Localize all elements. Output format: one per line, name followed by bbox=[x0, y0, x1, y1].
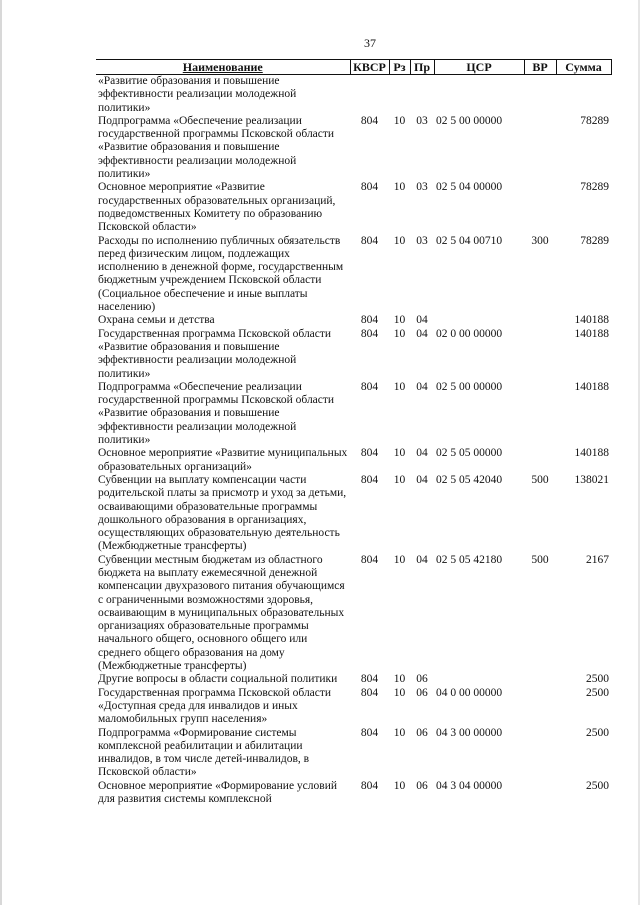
cell-vr: 500 bbox=[531, 473, 549, 486]
table-row bbox=[96, 780, 611, 807]
table-header-row bbox=[96, 60, 611, 75]
cell-kvsr: 804 bbox=[360, 234, 379, 247]
cell-rz: 10 bbox=[393, 447, 406, 460]
cell-pr: 03 bbox=[416, 234, 428, 247]
header-vr: ВР bbox=[524, 60, 556, 75]
cell-kvsr: 804 bbox=[360, 447, 379, 460]
cell-rz: 10 bbox=[393, 673, 406, 686]
cell-sum: 2500 bbox=[586, 726, 609, 739]
cell-name: Охрана семьи и детства bbox=[98, 314, 215, 327]
cell-csr bbox=[434, 673, 524, 686]
header-rz: Рз bbox=[389, 60, 410, 75]
cell-vr bbox=[524, 780, 556, 807]
cell-kvsr: 804 bbox=[360, 473, 379, 486]
cell-name: Расходы по исполнению публичных обязательств перед физическим лицом, подлежащих исполнению в денежной форме, государственным бюджетным учреждением Псковской области (Социальное обеспечение и иные выплаты населению) bbox=[98, 234, 344, 314]
table-body bbox=[96, 75, 611, 807]
cell-kvsr bbox=[350, 75, 389, 115]
table-row bbox=[96, 381, 611, 447]
cell-name: Другие вопросы в области социальной политики bbox=[98, 673, 338, 686]
cell-pr: 04 bbox=[416, 447, 428, 460]
table-row bbox=[96, 727, 611, 780]
cell-vr bbox=[524, 314, 556, 327]
cell-kvsr: 804 bbox=[360, 181, 379, 194]
cell-name: «Развитие образования и повышение эффективности реализации молодежной политики» bbox=[98, 75, 297, 114]
cell-rz bbox=[389, 75, 410, 115]
cell-kvsr: 804 bbox=[360, 673, 379, 686]
table-row bbox=[96, 181, 611, 234]
cell-csr: 02 5 00 00000 bbox=[436, 380, 503, 393]
cell-sum: 138021 bbox=[574, 473, 609, 486]
cell-pr: 04 bbox=[416, 327, 428, 340]
cell-csr: 02 5 04 00710 bbox=[436, 234, 503, 247]
cell-rz: 10 bbox=[393, 234, 406, 247]
cell-name: Государственная программа Псковской области «Развитие образования и повышение эффективности реализации молодежной политики» bbox=[98, 327, 332, 380]
cell-sum: 140188 bbox=[574, 447, 609, 460]
cell-csr: 02 5 04 00000 bbox=[436, 181, 503, 194]
cell-pr: 06 bbox=[416, 726, 428, 739]
scan-left-edge bbox=[0, 0, 2, 905]
table-row bbox=[96, 314, 611, 327]
cell-csr bbox=[434, 75, 524, 115]
cell-vr bbox=[524, 181, 556, 234]
cell-csr: 04 3 00 00000 bbox=[436, 726, 503, 739]
cell-name: Субвенции местным бюджетам из областного бюджета на выплату ежемесячной денежной компенсации двухразового питания обучающимся с ограниченными возможностями здоровья, осваивающим в муниципальных образовательных организациях образовательные программы начального общего, основного общего или среднего общего образования на дому (Межбюджетные трансферты) bbox=[98, 553, 345, 673]
cell-rz: 10 bbox=[393, 327, 406, 340]
cell-pr: 03 bbox=[416, 114, 428, 127]
cell-kvsr: 804 bbox=[360, 327, 379, 340]
cell-csr: 02 5 05 42040 bbox=[436, 473, 503, 486]
cell-vr bbox=[524, 687, 556, 727]
cell-name: Субвенции на выплату компенсации части родительской платы за присмотр и уход за детьми, осваивающими образовательные программы дошкольного образования в организациях, осуществляющих образовательную деятельность (Межбюджетные трансферты) bbox=[98, 473, 347, 553]
cell-sum: 2167 bbox=[586, 553, 609, 566]
cell-pr: 06 bbox=[416, 686, 428, 699]
page-number: 37 bbox=[364, 36, 376, 50]
cell-pr bbox=[410, 75, 434, 115]
cell-vr bbox=[524, 75, 556, 115]
table-row bbox=[96, 447, 611, 474]
table-row bbox=[96, 235, 611, 315]
cell-sum bbox=[556, 75, 611, 115]
cell-vr bbox=[524, 673, 556, 686]
cell-rz: 10 bbox=[393, 314, 406, 327]
table-row bbox=[96, 687, 611, 727]
cell-name: Государственная программа Псковской области «Доступная среда для инвалидов и иных маломобильных групп населения» bbox=[98, 686, 332, 726]
cell-rz: 10 bbox=[393, 181, 406, 194]
cell-name: Подпрограмма «Обеспечение реализации государственной программы Псковской области «Развитие образования и повышение эффективности реализации молодежной политики» bbox=[98, 380, 335, 447]
cell-sum: 140188 bbox=[574, 380, 609, 393]
cell-sum: 78289 bbox=[580, 181, 609, 194]
cell-pr: 06 bbox=[416, 779, 428, 792]
budget-table bbox=[96, 59, 612, 806]
table-row bbox=[96, 115, 611, 181]
cell-kvsr: 804 bbox=[360, 314, 379, 327]
cell-name: Основное мероприятие «Развитие муниципальных образовательных организаций» bbox=[98, 447, 348, 473]
cell-sum: 78289 bbox=[580, 114, 609, 127]
header-name: Наименование bbox=[96, 60, 350, 75]
cell-csr: 04 3 04 00000 bbox=[436, 779, 503, 792]
table-row bbox=[96, 328, 611, 381]
cell-rz: 10 bbox=[393, 553, 406, 566]
table-row bbox=[96, 474, 611, 554]
cell-sum: 140188 bbox=[574, 327, 609, 340]
cell-rz: 10 bbox=[393, 380, 406, 393]
table-row bbox=[96, 75, 611, 115]
cell-csr bbox=[434, 314, 524, 327]
header-pr: Пр bbox=[410, 60, 434, 75]
cell-vr: 300 bbox=[531, 234, 549, 247]
cell-kvsr: 804 bbox=[360, 114, 379, 127]
cell-rz: 10 bbox=[393, 686, 406, 699]
cell-kvsr: 804 bbox=[360, 726, 379, 739]
header-csr: ЦСР bbox=[434, 60, 524, 75]
cell-vr bbox=[524, 727, 556, 780]
cell-sum: 140188 bbox=[574, 314, 609, 327]
header-kvsr: КВСР bbox=[350, 60, 389, 75]
table-row bbox=[96, 554, 611, 674]
cell-name: Подпрограмма «Обеспечение реализации государственной программы Псковской области «Развитие образования и повышение эффективности реализации молодежной политики» bbox=[98, 114, 335, 181]
cell-vr bbox=[524, 447, 556, 474]
cell-pr: 04 bbox=[416, 553, 428, 566]
cell-csr: 04 0 00 00000 bbox=[436, 686, 503, 699]
cell-csr: 02 5 05 42180 bbox=[436, 553, 503, 566]
cell-name: Подпрограмма «Формирование системы комплексной реабилитации и абилитации инвалидов, в том числе детей-инвалидов, в Псковской области» bbox=[98, 726, 310, 779]
table-row bbox=[96, 673, 611, 686]
cell-pr: 06 bbox=[416, 673, 428, 686]
cell-sum: 2500 bbox=[586, 779, 609, 792]
cell-kvsr: 804 bbox=[360, 553, 379, 566]
cell-kvsr: 804 bbox=[360, 779, 379, 792]
cell-rz: 10 bbox=[393, 473, 406, 486]
cell-sum: 2500 bbox=[586, 673, 609, 686]
cell-kvsr: 804 bbox=[360, 380, 379, 393]
cell-name: Основное мероприятие «Развитие государственных образовательных организаций, подведомственных Комитету по образованию Псковской области» bbox=[98, 181, 336, 234]
cell-csr: 02 5 00 00000 bbox=[436, 114, 503, 127]
cell-csr: 02 5 05 00000 bbox=[436, 447, 503, 460]
cell-rz: 10 bbox=[393, 779, 406, 792]
cell-rz: 10 bbox=[393, 726, 406, 739]
cell-pr: 04 bbox=[416, 314, 428, 327]
cell-kvsr: 804 bbox=[360, 686, 379, 699]
cell-vr: 500 bbox=[531, 553, 549, 566]
cell-vr bbox=[524, 328, 556, 381]
cell-name: Основное мероприятие «Формирование условий для развития системы комплексной bbox=[98, 779, 338, 806]
cell-sum: 2500 bbox=[586, 686, 609, 699]
header-sum: Сумма bbox=[556, 60, 611, 75]
cell-vr bbox=[524, 381, 556, 447]
cell-pr: 04 bbox=[416, 473, 428, 486]
cell-pr: 03 bbox=[416, 181, 428, 194]
cell-csr: 02 0 00 00000 bbox=[436, 327, 503, 340]
cell-sum: 78289 bbox=[580, 234, 609, 247]
cell-pr: 04 bbox=[416, 380, 428, 393]
cell-rz: 10 bbox=[393, 114, 406, 127]
cell-vr bbox=[524, 115, 556, 181]
